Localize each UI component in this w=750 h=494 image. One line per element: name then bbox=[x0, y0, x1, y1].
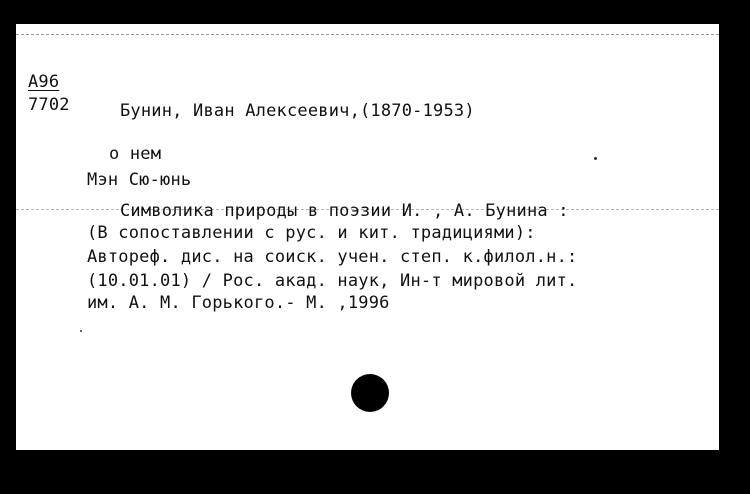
title-line-4: (10.01.01) / Рос. акад. наук, Ин-т мировой лит. bbox=[87, 271, 578, 291]
author-name: Мэн Сю-юнь bbox=[87, 170, 192, 190]
shelfmark: А96 bbox=[28, 72, 60, 92]
catalog-card bbox=[16, 24, 719, 450]
ink-speck bbox=[80, 330, 82, 332]
title-line-2: (В сопоставлении с рус. и кит. традициями): bbox=[87, 223, 536, 243]
ink-speck bbox=[594, 157, 597, 160]
card-punch-hole bbox=[351, 374, 389, 412]
card-top-rule bbox=[16, 34, 719, 35]
title-line-1: Символика природы в поэзии И. , А. Бунина : bbox=[120, 201, 569, 221]
subject-note: о нем bbox=[109, 144, 162, 164]
call-number: 7702 bbox=[28, 95, 70, 115]
heading: Бунин, Иван Алексеевич,(1870-1953) bbox=[120, 101, 475, 121]
title-line-5: им. А. М. Горького.- М. ,1996 bbox=[87, 293, 390, 313]
title-line-3: Автореф. дис. на соиск. учен. степ. к.филол.н.: bbox=[87, 247, 578, 267]
